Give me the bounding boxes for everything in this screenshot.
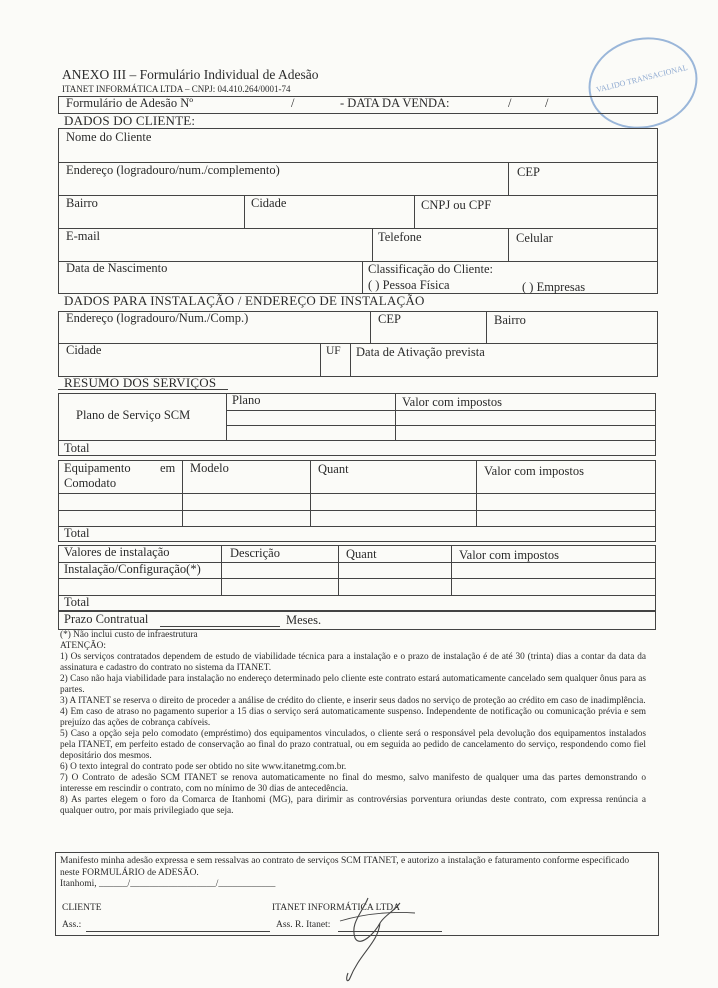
install-activation-label: Data de Ativação prevista: [356, 345, 485, 359]
equipment-total-label: Total: [64, 526, 90, 540]
install-values-label: Valores de instalação: [64, 545, 170, 559]
manifest-block: [60, 856, 646, 891]
client-birth-date-label: Data de Nascimento: [66, 261, 168, 275]
client-cidade-label: Cidade: [251, 196, 287, 210]
manifest-text: Manifesto minha adesão expressa e sem ressalvas ao contrato de serviços SCM ITANET, e autorizo a instalação e faturamento conforme especificado neste FORMULÁRIO de ADESÃO.: [60, 856, 630, 878]
footnote: (*) Não inclui custo de infraestrutura: [60, 630, 198, 640]
note-item: 2) Caso não haja viabilidade para instalação no endereço determinado pelo cliente este contrato estará automaticamente cancelado sem qualquer ônus para as partes.: [60, 674, 646, 695]
company-line: ITANET INFORMÁTICA LTDA – CNPJ: 04.410.264/0001-74: [62, 84, 291, 94]
attention-label: ATENÇÃO:: [60, 641, 106, 651]
client-section-title: DADOS DO CLIENTE:: [64, 113, 196, 128]
equipment-quant-header: Quant: [318, 462, 349, 476]
stamp-text: VALIDO TRANSACIONAL: [595, 62, 689, 95]
form-number-slash: /: [291, 96, 295, 110]
services-section-title: RESUMO DOS SERVIÇOS: [64, 375, 217, 390]
install-address-label: Endereço (logradouro/Num./Comp.): [66, 311, 249, 325]
equipment-label-em: em: [160, 461, 176, 475]
sale-date-slash-1: /: [508, 96, 512, 110]
plan-service-label: Plano de Serviço SCM: [76, 408, 191, 422]
client-telefone-label: Telefone: [378, 230, 422, 244]
company-signature-title: ITANET INFORMÁTICA LTDA: [272, 903, 401, 913]
note-item: 3) A ITANET se reserva o direito de proceder a análise de crédito do cliente, e inserir seus dados no serviço de proteção ao crédito em caso de inadimplência.: [60, 696, 646, 706]
install-uf-label: UF: [326, 345, 341, 357]
client-email-label: E-mail: [66, 229, 101, 243]
install-description-header: Descrição: [230, 546, 280, 560]
handwritten-signature: [330, 893, 430, 985]
note-item: 8) As partes elegem o foro da Comarca de Itanhomi (MG), para dirimir as controvérsias porventura oriundas deste contrato, com expressa renúncia a qualquer outro, por mais privilegiado que seja.: [60, 795, 646, 816]
client-celular-label: Celular: [516, 231, 553, 245]
form-number-label: Formulário de Adesão Nº: [66, 96, 194, 110]
company-signature-label: Ass. R. Itanet:: [276, 920, 331, 930]
notes-section: [60, 630, 646, 817]
client-bairro-label: Bairro: [66, 196, 98, 210]
equipment-label-1: Equipamento: [64, 461, 131, 475]
install-quant-header: Quant: [346, 547, 377, 561]
pessoa-fisica-option[interactable]: ( ) Pessoa Física: [368, 278, 450, 292]
client-cep-label: CEP: [517, 165, 540, 179]
plan-total-label: Total: [64, 441, 90, 455]
place-date-line: Itanhomi, ______/__________________/____________: [60, 879, 276, 889]
client-address-label: Endereço (logradouro/num./complemento): [66, 163, 280, 177]
plan-column-header: Plano: [232, 393, 261, 407]
install-cidade-label: Cidade: [66, 343, 102, 357]
sale-date-slash-2: /: [545, 96, 549, 110]
client-classification-label: Classificação do Cliente:: [368, 262, 493, 276]
note-item: 7) O Contrato de adesão SCM ITANET se renova automaticamente no final do mesmo, salvo manifesto de qualquer uma das partes demonstrando o interesse em rescindir o contrato, com no mínimo de 30 dias de antecedência.: [60, 773, 646, 794]
prazo-label: Prazo Contratual: [64, 612, 149, 626]
install-config-label: Instalação/Configuração(*): [64, 562, 201, 576]
equipment-model-header: Modelo: [190, 461, 229, 475]
plan-value-header: Valor com impostos: [402, 395, 502, 409]
install-section-title: DADOS PARA INSTALAÇÃO / ENDEREÇO DE INSTALAÇÃO: [64, 293, 425, 308]
install-bairro-label: Bairro: [494, 313, 526, 327]
page-title: ANEXO III – Formulário Individual de Adesão: [62, 67, 319, 82]
client-cnpj-cpf-label: CNPJ ou CPF: [421, 198, 492, 212]
install-cep-label: CEP: [378, 312, 401, 326]
validation-stamp: [579, 26, 708, 140]
client-signature-line[interactable]: [86, 931, 270, 932]
note-item: 4) Em caso de atraso no pagamento superior a 15 dias o serviço será automaticamente suspenso. Independente de notificação ou comunicação prévia e sem prejuízo das ações de cobrança cabíveis.: [60, 707, 646, 728]
install-value-header: Valor com impostos: [459, 548, 559, 562]
meses-label: Meses.: [286, 613, 322, 627]
client-signature-title: CLIENTE: [62, 903, 102, 913]
equipment-label-2: Comodato: [64, 476, 117, 490]
note-item: 1) Os serviços contratados dependem de estudo de viabilidade técnica para a instalação e o prazo de instalação é de até 30 (trinta) dias a contar da data da assinatura e cadastro do contrato no sistema da ITANET.: [60, 652, 646, 673]
client-name-label: Nome do Cliente: [66, 130, 152, 144]
empresas-option[interactable]: ( ) Empresas: [522, 280, 586, 294]
note-item: 6) O texto integral do contrato pode ser obtido no site www.itanetmg.com.br.: [60, 762, 347, 772]
note-item: 5) Caso a opção seja pelo comodato (empréstimo) dos equipamentos vinculados, o cliente será o responsável pela devolução dos equipamentos instalados pela ITANET, em perfeito estado de conservação ao final do prazo contratual, ou em seguida ao pedido de cancelamento do serviço, respondendo como fiel depositário dos mesmos.: [60, 729, 646, 761]
install-total-label: Total: [64, 595, 90, 609]
equipment-value-header: Valor com impostos: [484, 464, 584, 478]
sale-date-label: - DATA DA VENDA:: [340, 96, 450, 110]
client-signature-label: Ass.:: [62, 920, 82, 930]
